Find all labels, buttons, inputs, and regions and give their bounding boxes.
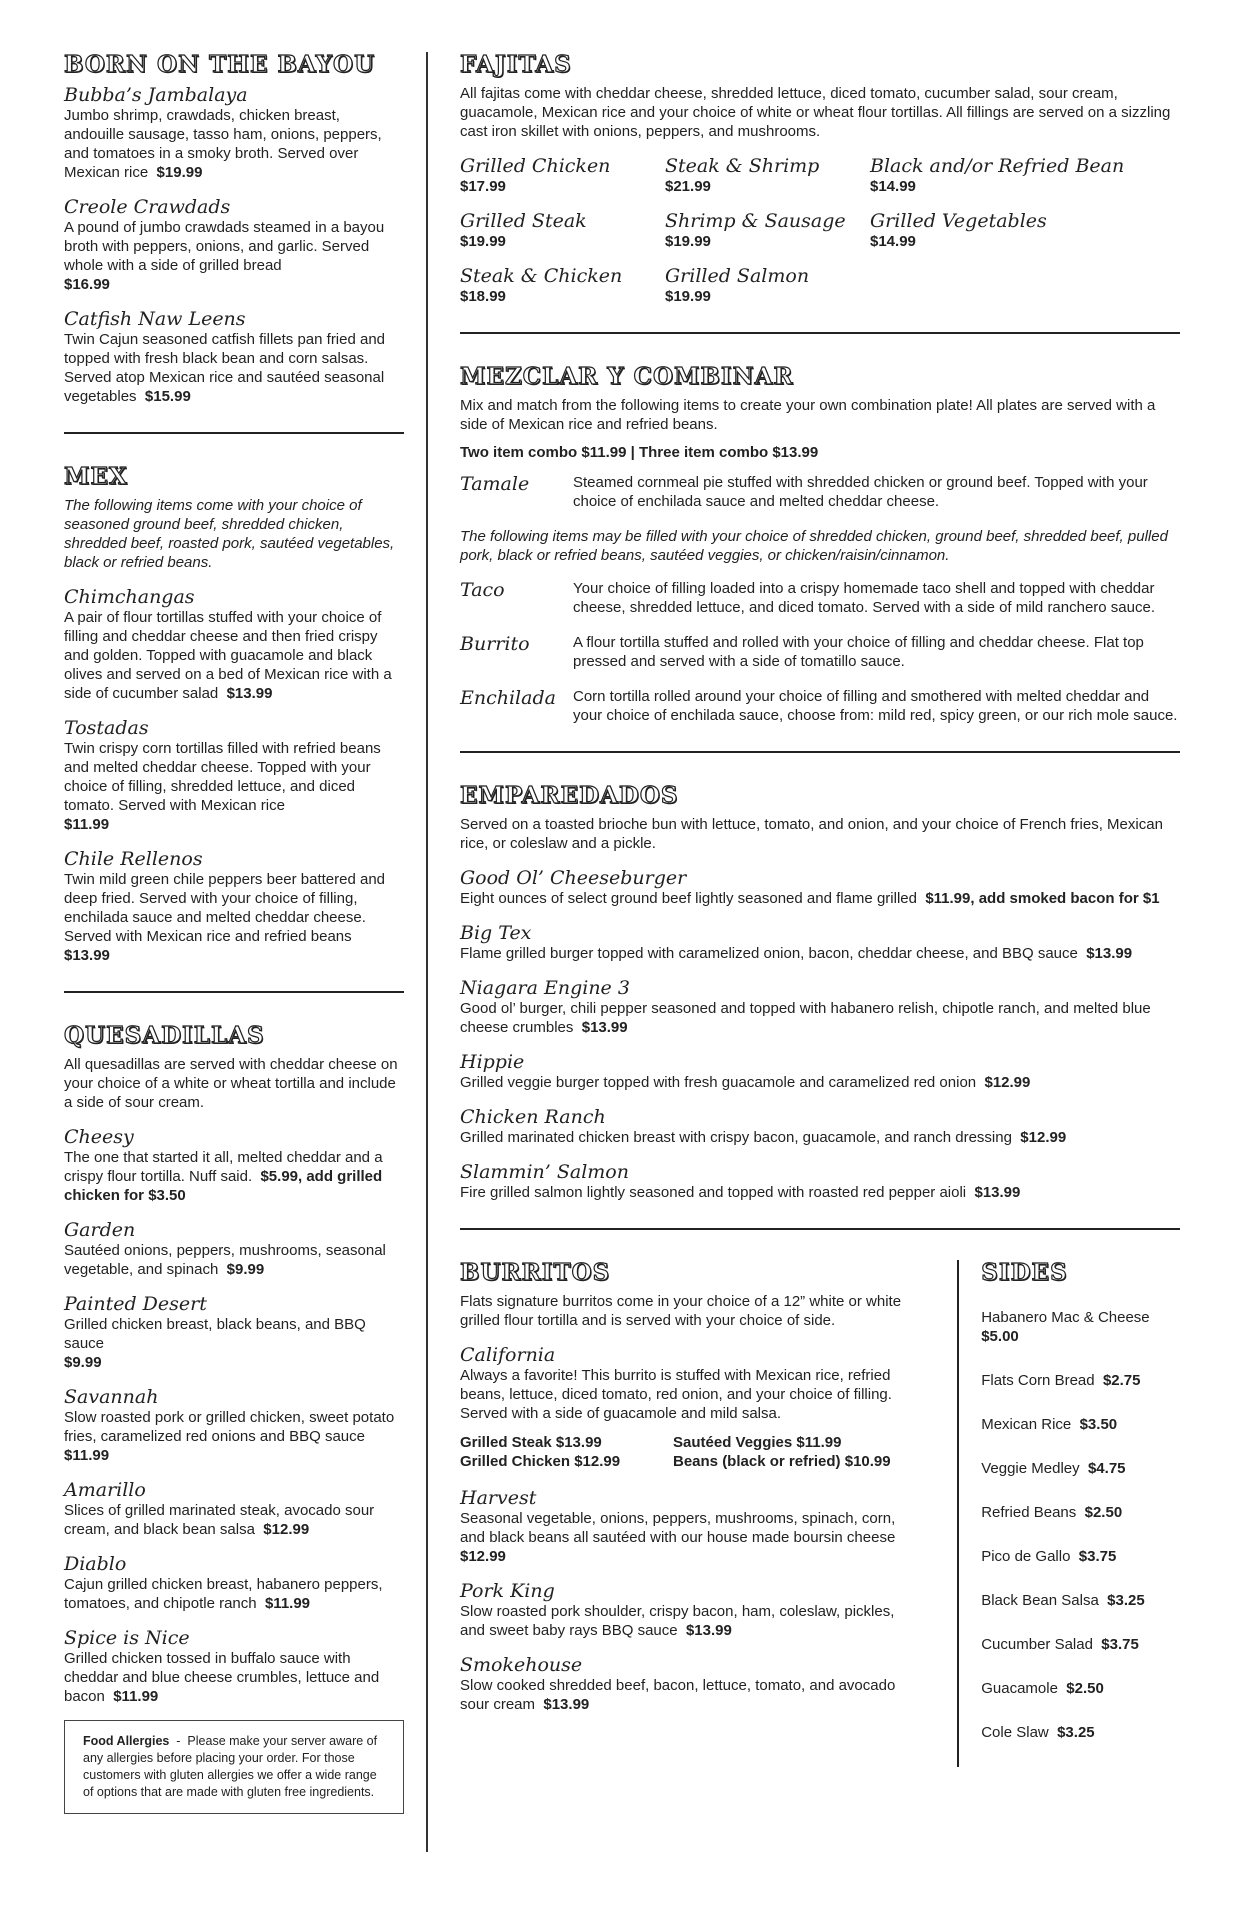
item-desc — [460, 1509, 917, 1566]
divider — [64, 991, 404, 993]
section-title-quesadillas: QUESADILLAS — [64, 1022, 265, 1049]
item-name: Niagara Engine 3 — [460, 977, 630, 999]
burrito-filling-prices — [460, 1433, 917, 1471]
item-price: $17.99 — [460, 178, 506, 195]
side-item — [981, 1308, 1180, 1346]
item-desc — [64, 1575, 404, 1613]
menu-item — [460, 1580, 917, 1640]
menu-item — [460, 1654, 917, 1714]
item-price: $13.99 — [226, 685, 273, 702]
side-name: Cole Slaw — [981, 1724, 1049, 1741]
item-desc — [64, 739, 404, 834]
item-price: $11.99 — [64, 816, 110, 833]
item-price: $12.99 — [460, 1548, 506, 1565]
item-desc-text: The one that started it all, melted cheddar and a crispy flour tortilla. Nuff said. — [64, 1149, 383, 1185]
item-name: Enchilada — [460, 687, 556, 709]
item-desc — [64, 1148, 404, 1205]
item-name: Steak & Chicken — [460, 265, 623, 287]
item-desc-text: Eight ounces of select ground beef lightly seasoned and flame grilled — [460, 890, 917, 907]
side-price: $4.75 — [1087, 1460, 1126, 1477]
item-desc-text: A pound of jumbo crawdads steamed in a bayou broth with peppers, onions, and garlic. Served whole with a side of grilled bread — [64, 219, 385, 274]
combo-prices: Two item combo $11.99 | Three item combo $13.99 — [460, 444, 819, 461]
item-desc — [64, 106, 404, 182]
item-name: Chimchangas — [64, 586, 195, 608]
item-desc: Always a favorite! This burrito is stuffed with Mexican rice, refried beans, lettuce, diced tomato, red onion, and your choice of filling. Served with a side of guacamole and mild salsa. — [460, 1367, 892, 1422]
side-item — [981, 1503, 1180, 1522]
item-price: $9.99 — [226, 1261, 265, 1278]
fajita-grid — [460, 155, 1180, 306]
item-price: $13.99 — [685, 1622, 732, 1639]
item-name: California — [460, 1344, 556, 1366]
item-desc — [460, 889, 1180, 908]
item-name: Shrimp & Sausage — [665, 210, 846, 232]
side-item — [981, 1371, 1180, 1390]
section-intro: All quesadillas are served with cheddar cheese on your choice of a white or wheat tortilla and include a side of sour cream. — [64, 1056, 398, 1111]
item-price: $12.99 — [263, 1521, 310, 1538]
menu-item — [460, 1051, 1180, 1092]
side-name: Guacamole — [981, 1680, 1058, 1697]
item-desc — [64, 1649, 404, 1706]
allergy-notice: Food Allergies - Please make your server aware of any allergies before placing your order. For those customers with gluten allergies we offer a wide range of options that are made with gluten free ingredients. — [64, 1720, 404, 1814]
item-desc-text: Fire grilled salmon lightly seasoned and topped with roasted red pepper aioli — [460, 1184, 967, 1201]
item-desc — [460, 1183, 1180, 1202]
item-price: $5.99, add grilled chicken for $3.50 — [64, 1168, 383, 1204]
section-title-mex: MEX — [64, 463, 128, 490]
item-name: Painted Desert — [64, 1293, 207, 1315]
item-desc — [460, 1676, 917, 1714]
item-desc-text: A pair of flour tortillas stuffed with your choice of filling and cheddar cheese and then fried crispy and golden. Topped with guacamole and black olives and served on a bed of Mexican rice with a side of cucumber salad — [64, 609, 392, 702]
menu-item — [64, 308, 404, 406]
side-item — [981, 1723, 1180, 1742]
side-item — [981, 1591, 1180, 1610]
item-name: Hippie — [460, 1051, 525, 1073]
item-price: $11.99 — [64, 1447, 110, 1464]
item-name: Cheesy — [64, 1126, 134, 1148]
menu-item — [460, 922, 1180, 963]
item-desc-text: Grilled chicken breast, black beans, and BBQ sauce — [64, 1316, 366, 1352]
item-desc-text: Twin Cajun seasoned catfish fillets pan fried and topped with fresh black bean and corn salsas. Served atop Mexican rice and sautéed seasonal vegetables — [64, 331, 386, 405]
item-price: $13.99 — [974, 1184, 1021, 1201]
menu-item — [460, 1487, 917, 1566]
item-desc-text: Grilled chicken tossed in buffalo sauce with cheddar and blue cheese crumbles, lettuce and bacon — [64, 1650, 380, 1705]
item-desc: Steamed cornmeal pie stuffed with shredded chicken or ground beef. Topped with your choice of enchilada sauce and melted cheddar cheese. — [573, 474, 1148, 510]
item-name: Burrito — [460, 633, 530, 655]
side-name: Flats Corn Bread — [981, 1372, 1095, 1389]
menu-item — [64, 1386, 404, 1465]
item-price: $13.99 — [64, 947, 110, 964]
side-item — [981, 1459, 1180, 1478]
column-divider — [426, 52, 428, 1852]
side-price: $3.75 — [1101, 1636, 1139, 1653]
item-desc-text: Twin crispy corn tortillas filled with refried beans and melted cheddar cheese. Topped with your choice of filling, shredded lettuce, and diced tomato. Served with Mexican rice — [64, 740, 381, 814]
item-name: Grilled Salmon — [665, 265, 810, 287]
item-desc — [64, 218, 404, 294]
menu-item — [64, 1627, 404, 1706]
menu-item — [64, 1126, 404, 1205]
item-name: Taco — [460, 579, 505, 601]
section-title-fajitas: FAJITAS — [460, 51, 572, 78]
divider — [460, 332, 1180, 334]
item-desc-text: Slow roasted pork shoulder, crispy bacon, ham, coleslaw, pickles, and sweet baby rays BBQ sauce — [460, 1603, 895, 1639]
item-name: Amarillo — [64, 1479, 146, 1501]
item-desc: Corn tortilla rolled around your choice of filling and smothered with melted cheddar and your choice of enchilada sauce, choose from: mild red, spicy green, or our rich mole sauce. — [573, 688, 1178, 724]
menu-item — [460, 867, 1180, 908]
item-name: Good Ol’ Cheeseburger — [460, 867, 687, 889]
item-desc-text: Slow roasted pork or grilled chicken, sweet potato fries, caramelized red onions and BBQ sauce — [64, 1409, 395, 1445]
menu-item — [460, 1344, 917, 1423]
item-desc — [460, 1602, 917, 1640]
item-price: $19.99 — [156, 164, 203, 181]
item-price: $15.99 — [144, 388, 191, 405]
item-price: $12.99 — [1020, 1129, 1067, 1146]
fajita-item — [460, 210, 665, 251]
item-price: $11.99 — [264, 1595, 311, 1612]
menu-item — [64, 717, 404, 834]
item-name: Tostadas — [64, 717, 149, 739]
menu-item — [64, 1553, 404, 1613]
item-name: Catfish Naw Leens — [64, 308, 246, 330]
mix-item — [460, 579, 1180, 617]
item-price: $11.99, add smoked bacon for $1 — [925, 890, 1160, 907]
side-price: $2.50 — [1066, 1680, 1104, 1697]
divider — [460, 751, 1180, 753]
item-desc — [460, 1128, 1180, 1147]
side-name: Cucumber Salad — [981, 1636, 1093, 1653]
side-item — [981, 1635, 1180, 1654]
item-desc-text: Sautéed onions, peppers, mushrooms, seasonal vegetable, and spinach — [64, 1242, 386, 1278]
item-desc — [64, 1501, 404, 1539]
item-name: Smokehouse — [460, 1654, 583, 1676]
side-price: $3.25 — [1057, 1724, 1095, 1741]
item-desc-text: Slow cooked shredded beef, bacon, lettuce, tomato, and avocado sour cream — [460, 1677, 896, 1713]
allergy-text: Please make your server aware of any allergies before placing your order. For those customers with gluten allergies we offer a wide range of options that are made with gluten free ingredients. — [83, 1734, 378, 1799]
side-price: $3.25 — [1107, 1592, 1145, 1609]
fajita-item — [665, 210, 870, 251]
item-desc — [64, 1315, 404, 1372]
item-desc — [64, 330, 404, 406]
menu-item — [64, 196, 404, 294]
item-name: Spice is Nice — [64, 1627, 190, 1649]
section-intro: All fajitas come with cheddar cheese, shredded lettuce, diced tomato, cucumber salad, sour cream, guacamole, Mexican rice and your choice of white or wheat flour tortillas. All fillings are served on a sizzling cast iron skillet with onions, peppers, and mushrooms. — [460, 85, 1171, 140]
fajita-item — [460, 155, 665, 196]
menu-item — [64, 1479, 404, 1539]
divider — [64, 432, 404, 434]
item-desc — [64, 1241, 404, 1279]
menu-item — [64, 1219, 404, 1279]
fajita-item — [460, 265, 665, 306]
burritos-sides-row — [460, 1260, 1180, 1767]
section-title-emparedados: EMPAREDADOS — [460, 782, 679, 809]
menu-item — [460, 1106, 1180, 1147]
item-desc-text: Grilled veggie burger topped with fresh guacamole and caramelized red onion — [460, 1074, 977, 1091]
menu-item — [460, 1161, 1180, 1202]
fajita-item — [665, 155, 870, 196]
item-price: $9.99 — [64, 1354, 102, 1371]
allergy-label: Food Allergies — [83, 1734, 170, 1748]
mix-item — [460, 633, 1180, 671]
section-intro: The following items come with your choice of seasoned ground beef, shredded chicken, shredded beef, roasted pork, sautéed vegetables, black or refried beans. — [64, 497, 395, 571]
sides-section — [957, 1260, 1180, 1767]
filling-note: The following items may be filled with your choice of shredded chicken, ground beef, shredded beef, pulled pork, black or refried beans, sautéed veggies, or chicken/raisin/cinnamon. — [460, 528, 1168, 564]
menu-item — [64, 586, 404, 703]
side-item — [981, 1547, 1180, 1566]
item-desc-text: Cajun grilled chicken breast, habanero peppers, tomatoes, and chipotle ranch — [64, 1576, 383, 1612]
item-desc-text: Flame grilled burger topped with caramelized onion, bacon, cheddar cheese, and BBQ sauce — [460, 945, 1078, 962]
item-name: Chicken Ranch — [460, 1106, 606, 1128]
item-name: Bubba’s Jambalaya — [64, 84, 248, 106]
item-desc-text: Grilled marinated chicken breast with crispy bacon, guacamole, and ranch dressing — [460, 1129, 1012, 1146]
side-name: Veggie Medley — [981, 1460, 1080, 1477]
side-price: $2.75 — [1102, 1372, 1141, 1389]
item-desc: Your choice of filling loaded into a crispy homemade taco shell and topped with cheddar cheese, shredded lettuce, and diced tomato. Served with a side of mild ranchero sauce. — [573, 580, 1156, 616]
menu-item — [460, 977, 1180, 1037]
divider — [460, 1228, 1180, 1230]
item-desc — [460, 999, 1180, 1037]
side-item — [981, 1679, 1180, 1698]
item-price: $14.99 — [870, 178, 916, 195]
item-desc — [460, 944, 1180, 963]
side-price: $3.50 — [1079, 1416, 1118, 1433]
item-price: $13.99 — [1086, 945, 1133, 962]
item-name: Slammin’ Salmon — [460, 1161, 629, 1183]
item-name: Pork King — [460, 1580, 555, 1602]
item-desc — [64, 1408, 404, 1465]
item-name: Diablo — [64, 1553, 127, 1575]
menu-item — [64, 1293, 404, 1372]
item-name: Big Tex — [460, 922, 532, 944]
side-name: Mexican Rice — [981, 1416, 1072, 1433]
section-intro: Flats signature burritos come in your choice of a 12” white or white grilled flour tortilla and is served with your choice of side. — [460, 1293, 902, 1329]
item-name: Grilled Chicken — [460, 155, 611, 177]
item-price: $12.99 — [984, 1074, 1031, 1091]
item-desc-text: Twin mild green chile peppers beer battered and deep fried. Served with your choice of filling, enchilada sauce and melted cheddar cheese. Served with Mexican rice and refried beans — [64, 871, 386, 945]
item-price: $19.99 — [665, 233, 711, 250]
side-name: Habanero Mac & Cheese — [981, 1309, 1150, 1326]
item-name: Savannah — [64, 1386, 159, 1408]
filling-price: Grilled Chicken $12.99 — [460, 1453, 621, 1470]
mix-item — [460, 473, 1180, 511]
item-desc-text: Jumbo shrimp, crawdads, chicken breast, andouille sausage, tasso ham, onions, peppers, and tomatoes in a smoky broth. Served over Mexican rice — [64, 107, 382, 181]
item-desc — [64, 608, 404, 703]
item-desc — [460, 1073, 1180, 1092]
filling-price: Grilled Steak $13.99 — [460, 1434, 602, 1451]
item-price: $16.99 — [64, 276, 110, 293]
section-title-bayou: BORN ON THE BAYOU — [64, 51, 376, 78]
section-title-burritos: BURRITOS — [460, 1259, 611, 1286]
item-desc-text: Good ol’ burger, chili pepper seasoned and topped with habanero relish, chipotle ranch, and melted blue cheese crumbles — [460, 1000, 1151, 1036]
fajita-item — [870, 210, 1130, 251]
section-title-mezclar: MEZCLAR Y COMBINAR — [460, 363, 794, 390]
item-price: $21.99 — [665, 178, 711, 195]
item-name: Steak & Shrimp — [665, 155, 820, 177]
item-desc: A flour tortilla stuffed and rolled with your choice of filling and cheddar cheese. Flat top pressed and served with a side of tomatillo sauce. — [573, 634, 1144, 670]
fajita-item — [870, 155, 1130, 196]
side-item — [981, 1415, 1180, 1434]
side-name: Refried Beans — [981, 1504, 1077, 1521]
filling-price: Sautéed Veggies $11.99 — [673, 1434, 842, 1451]
side-price: $2.50 — [1084, 1504, 1123, 1521]
section-intro: Mix and match from the following items to create your own combination plate! All plates are served with a side of Mexican rice and refried beans. — [460, 397, 1156, 433]
item-name: Harvest — [460, 1487, 537, 1509]
item-price: $13.99 — [581, 1019, 628, 1036]
item-name: Tamale — [460, 473, 530, 495]
section-intro: Served on a toasted brioche bun with lettuce, tomato, and onion, and your choice of French fries, Mexican rice, or coleslaw and a pickle. — [460, 816, 1163, 852]
item-desc-text: Seasonal vegetable, onions, peppers, mushrooms, spinach, corn, and black beans all sautéed with our house made boursin cheese — [460, 1510, 896, 1546]
item-name: Grilled Steak — [460, 210, 587, 232]
item-name: Grilled Vegetables — [870, 210, 1047, 232]
item-name: Garden — [64, 1219, 136, 1241]
item-price: $13.99 — [543, 1696, 590, 1713]
side-price: $3.75 — [1078, 1548, 1117, 1565]
item-price: $19.99 — [460, 233, 506, 250]
side-price: $5.00 — [981, 1328, 1019, 1345]
item-price: $18.99 — [460, 288, 506, 305]
item-desc-text: Slices of grilled marinated steak, avocado sour cream, and black bean salsa — [64, 1502, 375, 1538]
mix-item — [460, 687, 1180, 725]
item-price: $14.99 — [870, 233, 916, 250]
menu-item — [64, 848, 404, 965]
menu-item — [64, 84, 404, 182]
side-name: Pico de Gallo — [981, 1548, 1071, 1565]
right-column — [460, 52, 1180, 1767]
side-name: Black Bean Salsa — [981, 1592, 1099, 1609]
item-price: $19.99 — [665, 288, 711, 305]
section-title-sides: SIDES — [981, 1259, 1068, 1286]
left-column — [64, 52, 404, 1814]
burritos-section — [460, 1260, 917, 1767]
item-name: Black and/or Refried Bean — [870, 155, 1125, 177]
filling-price: Beans (black or refried) $10.99 — [673, 1453, 891, 1470]
item-price: $11.99 — [113, 1688, 159, 1705]
item-name: Creole Crawdads — [64, 196, 231, 218]
item-name: Chile Rellenos — [64, 848, 203, 870]
fajita-item — [665, 265, 870, 306]
item-desc — [64, 870, 404, 965]
